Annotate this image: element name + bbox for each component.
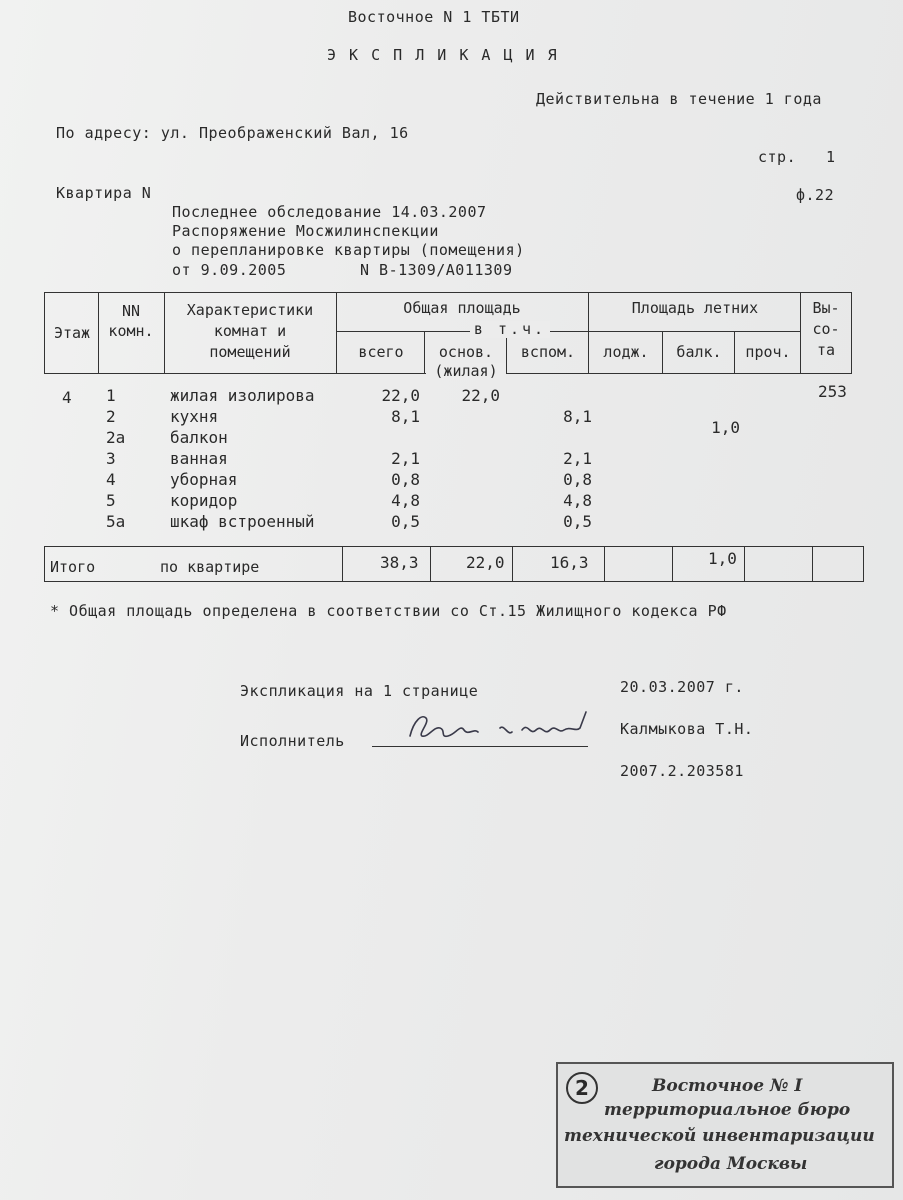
cell-no: 5 <box>106 491 116 510</box>
totals-label: Итого <box>50 558 96 576</box>
cell-name: жилая изолирова <box>170 386 315 405</box>
executor-label: Исполнитель <box>240 732 345 750</box>
pages-note: Экспликация на 1 странице <box>240 682 479 700</box>
executor-name: Калмыкова Т.Н. <box>620 720 754 738</box>
issue-date: 20.03.2007 г. <box>620 678 744 696</box>
signature-image <box>404 706 596 746</box>
cell-aux: 2,1 <box>563 449 592 468</box>
header-aux: вспом. <box>520 343 576 361</box>
header-room-no-1: NN <box>121 302 141 320</box>
header-main-1: основ. <box>438 343 494 361</box>
cell-total: 4,8 <box>391 491 420 510</box>
header-summer-area: Площадь летних <box>631 299 759 317</box>
cell-balcony: 1,0 <box>711 418 740 437</box>
apartment-label: Квартира N <box>56 184 152 202</box>
cell-no: 2 <box>106 407 116 426</box>
cell-no: 4 <box>106 470 116 489</box>
cell-main: 22,0 <box>461 386 500 405</box>
validity-note: Действительна в течение 1 года <box>536 90 822 108</box>
totals-balcony: 1,0 <box>708 549 737 568</box>
header-char-1: Характеристики <box>186 301 314 319</box>
stamp-line-3: технической инвентаризации <box>564 1126 875 1146</box>
cell-total: 0,8 <box>391 470 420 489</box>
header-loggia: лодж. <box>603 343 649 361</box>
page-number: 1 <box>826 148 836 166</box>
cell-name: кухня <box>170 407 219 426</box>
cell-aux: 4,8 <box>563 491 592 510</box>
totals-total: 38,3 <box>380 553 419 572</box>
cell-aux: 8,1 <box>563 407 592 426</box>
cell-name: уборная <box>170 470 238 489</box>
cell-aux: 0,5 <box>563 512 592 531</box>
cell-total: 2,1 <box>391 449 420 468</box>
totals-label-2: по квартире <box>160 558 260 576</box>
order-line-2: о перепланировке квартиры (помещения) <box>172 241 525 259</box>
stamp-line-1: Восточное № I <box>652 1076 803 1096</box>
header-room-no-2: комн. <box>108 322 154 340</box>
footnote: * Общая площадь определена в соответствии со Ст.15 Жилищного кодекса РФ <box>50 602 727 620</box>
header-char-3: помещений <box>209 343 291 361</box>
cell-no: 2а <box>106 428 126 447</box>
cell-total: 0,5 <box>391 512 420 531</box>
totals-aux: 16,3 <box>550 553 589 572</box>
order-number: N В-1309/А011309 <box>360 261 513 279</box>
header-other: проч. <box>745 343 791 361</box>
header-main-2: (жилая) <box>426 363 506 380</box>
last-survey: Последнее обследование 14.03.2007 <box>172 203 487 221</box>
form-code: ф.22 <box>796 186 835 204</box>
header-height-2: со- <box>812 320 840 338</box>
document-title: Э К С П Л И К А Ц И Я <box>327 46 559 64</box>
height-value: 253 <box>818 382 847 401</box>
order-date: от 9.09.2005 <box>172 261 287 279</box>
order-line-1: Распоряжение Мосжилинспекции <box>172 222 439 240</box>
cell-name: шкаф встроенный <box>170 512 315 531</box>
header-incl: в т.ч. <box>470 321 550 338</box>
floor-value: 4 <box>62 388 72 407</box>
org-name: Восточное N 1 ТБТИ <box>348 8 520 26</box>
address: По адресу: ул. Преображенский Вал, 16 <box>56 124 409 142</box>
document-number: 2007.2.203581 <box>620 762 744 780</box>
header-height-3: та <box>816 341 836 359</box>
stamp-line-2: территориальное бюро <box>604 1100 851 1120</box>
cell-no: 1 <box>106 386 116 405</box>
cell-name: ванная <box>170 449 228 468</box>
header-floor: Этаж <box>53 324 91 342</box>
stamp-line-4: города Москвы <box>654 1154 808 1174</box>
cell-name: коридор <box>170 491 238 510</box>
signature-line <box>372 746 588 747</box>
stamp-number: 2 <box>566 1072 598 1104</box>
header-height-1: Вы- <box>812 299 840 317</box>
cell-total: 22,0 <box>381 386 420 405</box>
header-all: всего <box>358 343 404 361</box>
header-total-area: Общая площадь <box>403 299 521 317</box>
cell-total: 8,1 <box>391 407 420 426</box>
header-char-2: комнат и <box>213 322 287 340</box>
cell-name: балкон <box>170 428 228 447</box>
header-balcony: балк. <box>676 343 722 361</box>
totals-main: 22,0 <box>466 553 505 572</box>
cell-aux: 0,8 <box>563 470 592 489</box>
cell-no: 3 <box>106 449 116 468</box>
page-label: стр. <box>758 148 797 166</box>
bti-stamp <box>556 1062 894 1188</box>
cell-no: 5а <box>106 512 126 531</box>
